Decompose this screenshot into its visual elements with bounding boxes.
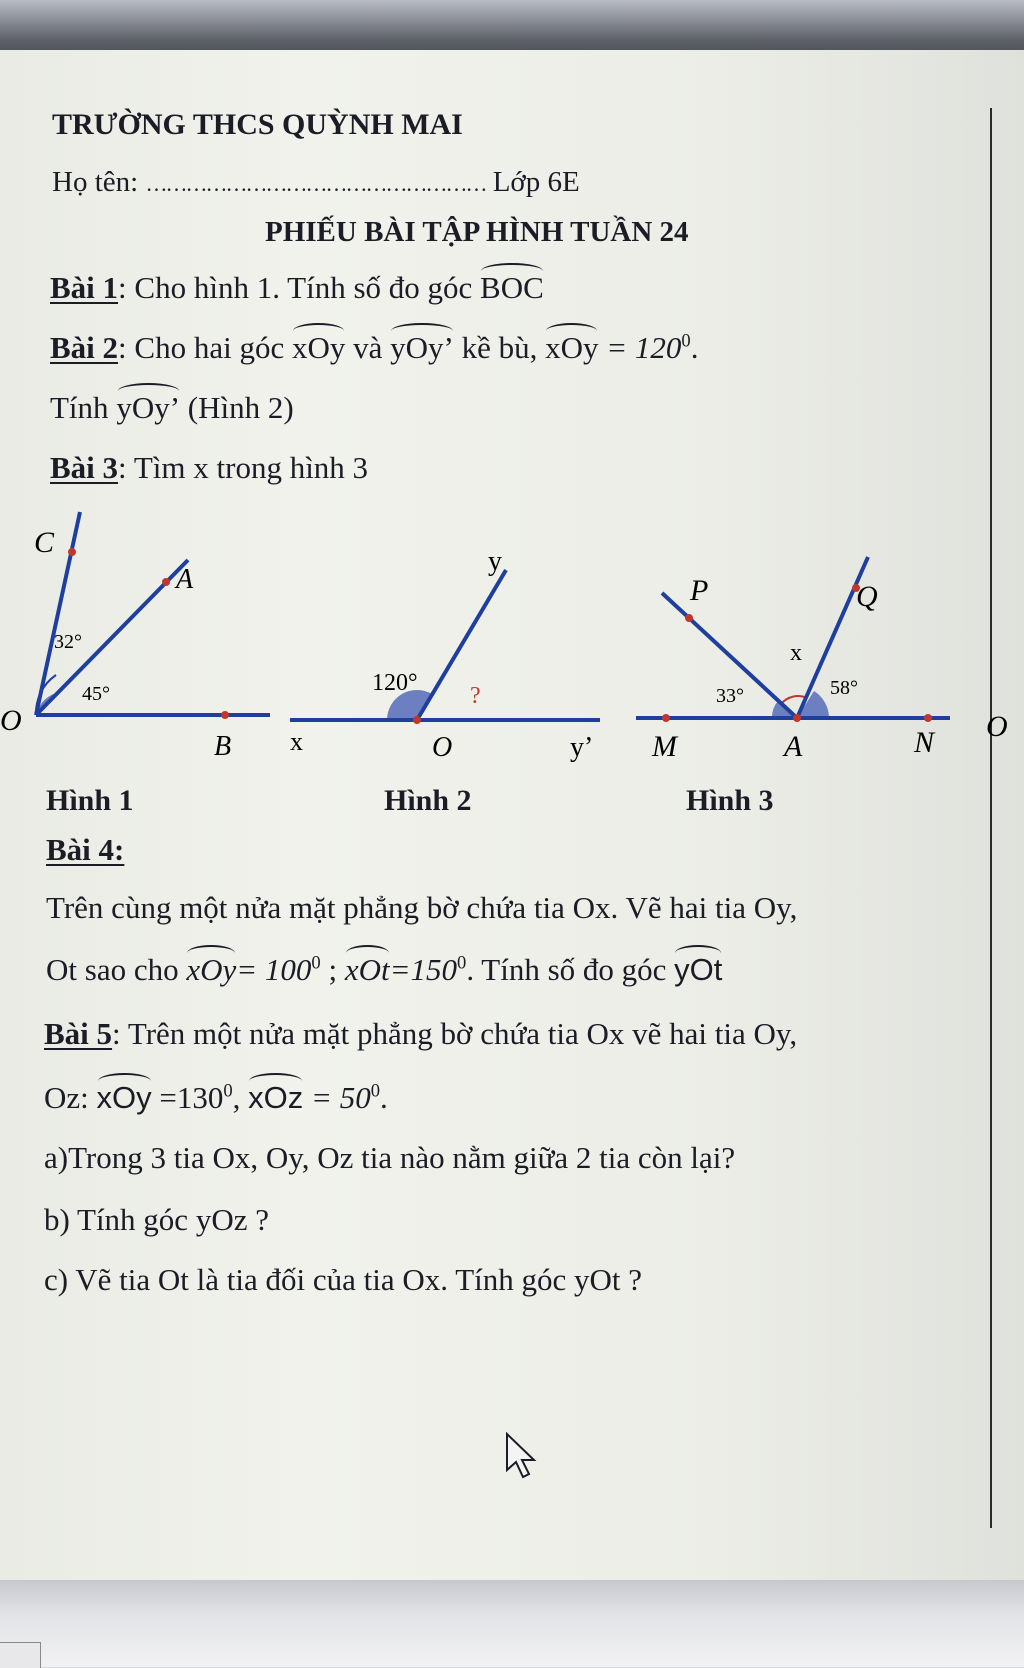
- bai1-label: Bài 1: [50, 270, 119, 305]
- figure-3: [636, 557, 950, 763]
- bai5-label: Bài 5: [44, 1016, 113, 1051]
- taskbar-stub: [0, 1642, 41, 1668]
- fig3-label-N: N: [914, 726, 935, 759]
- name-label: Họ tên:: [52, 166, 139, 198]
- bai2-angle1: xOy: [291, 330, 346, 365]
- bai1-angle: BOC: [480, 270, 544, 305]
- fig3-caption: Hình 3: [686, 784, 774, 817]
- bai1-text: : Cho hình 1. Tính số đo góc: [118, 270, 481, 305]
- fig2-angle-120: 120°: [372, 670, 418, 696]
- bai4-value1: = 100: [236, 952, 312, 987]
- fig2-point-O: [413, 716, 421, 724]
- bai5-sep: ,: [232, 1080, 249, 1115]
- bai2-line2-angle: yOy’: [116, 390, 181, 425]
- bai1-row: [50, 270, 544, 306]
- edge-label-O: O: [986, 710, 1008, 743]
- fig3-label-x: x: [790, 640, 802, 666]
- bai2-value: = 120: [598, 330, 682, 365]
- figures-svg: [0, 500, 1024, 830]
- fig3-label-A: A: [784, 730, 803, 763]
- class-label: Lớp 6E: [492, 166, 580, 198]
- fig1-label-A: A: [176, 564, 194, 595]
- bai4-line2: [46, 952, 722, 988]
- bai4-label: Bài 4:: [46, 832, 125, 867]
- fig2-caption: Hình 2: [384, 784, 472, 817]
- fig3-angle-33: 33°: [716, 685, 744, 707]
- name-row: [52, 166, 580, 199]
- fig1-point-C: [68, 548, 76, 556]
- figure-1: [0, 512, 270, 762]
- bai5-line1: : Trên một nửa mặt phẳng bờ chứa tia Ox vẽ hai tia Oy,: [112, 1016, 798, 1051]
- bai2-end: .: [690, 330, 699, 365]
- figure-2: [290, 546, 600, 763]
- fig1-point-A: [162, 578, 170, 586]
- bai4-line2-post: . Tính số đo góc: [466, 952, 675, 987]
- fig2-label-y: y: [488, 546, 502, 577]
- bai2-line2-pre: Tính: [50, 390, 117, 425]
- bai4-degree1: 0: [311, 952, 321, 974]
- bai5-question-c: c) Vẽ tia Ot là tia đối của tia Ox. Tính góc yOt ?: [44, 1262, 643, 1297]
- monitor-bottom-bezel: [0, 1580, 1024, 1667]
- fig1-label-O: O: [0, 704, 22, 737]
- bai4-line2-pre: Ot sao cho: [46, 952, 187, 987]
- fig1-label-C: C: [34, 526, 55, 559]
- bai4-angle-xOt: xOt: [344, 952, 390, 987]
- name-dots: ……………………………………………: [145, 171, 486, 196]
- bai4-line1: Trên cùng một nửa mặt phẳng bờ chứa tia Ox. Vẽ hai tia Oy,: [46, 890, 798, 925]
- bai5-angle-xOy: xOy: [96, 1080, 152, 1115]
- bai4-angle-yOt: yOt: [674, 952, 723, 987]
- bai2-label: Bài 2: [50, 330, 119, 365]
- bai2-line2-post: (Hình 2): [180, 390, 294, 425]
- bai5-angle-xOz: xOz: [248, 1080, 304, 1115]
- bai2-angle2: yOy’: [390, 330, 454, 365]
- bai3-label: Bài 3: [50, 450, 119, 485]
- bai5-line2: [44, 1080, 388, 1116]
- fig3-point-P: [685, 614, 693, 622]
- fig3-label-M: M: [652, 730, 677, 763]
- school-name: TRƯỜNG THCS QUỲNH MAI: [52, 108, 463, 141]
- bai2-angle3: xOy: [545, 330, 599, 365]
- fig3-angle-58: 58°: [830, 677, 858, 699]
- fig1-point-B: [221, 711, 229, 719]
- fig3-label-P: P: [690, 574, 709, 607]
- bai3-text: : Tìm x trong hình 3: [118, 450, 369, 485]
- bai5-degree2: 0: [370, 1080, 381, 1102]
- bai4-value2: =150: [389, 952, 458, 987]
- bai2-text1: : Cho hai góc: [118, 330, 292, 365]
- fig2-label-y-prime: y’: [570, 732, 594, 763]
- bai4-angle-xOy: xOy: [186, 952, 237, 987]
- fig2-label-x: x: [290, 727, 303, 756]
- bai5-value1: =130: [151, 1080, 224, 1115]
- bai2-row: [50, 330, 698, 366]
- bai3-row: [50, 450, 368, 486]
- bai5-question-a: a)Trong 3 tia Ox, Oy, Oz tia nào nằm giữa 2 tia còn lại?: [44, 1140, 736, 1175]
- fig1-label-B: B: [214, 731, 232, 762]
- bai5-line2-pre: Oz:: [44, 1080, 97, 1115]
- fig2-label-O: O: [432, 732, 453, 763]
- fig1-caption: Hình 1: [46, 784, 134, 817]
- fig3-point-A: [793, 714, 801, 722]
- bai2-text2: và: [345, 330, 391, 365]
- bai5-row: [44, 1016, 797, 1052]
- fig1-angle-45: 45°: [82, 683, 110, 705]
- bai5-degree1: 0: [223, 1080, 233, 1102]
- fig3-point-M: [662, 714, 670, 722]
- mouse-cursor-icon: [503, 1432, 543, 1482]
- fig2-unknown: ?: [470, 683, 481, 709]
- fig3-label-Q: Q: [856, 580, 878, 613]
- bai4-sep: ;: [320, 952, 345, 987]
- bai5-question-b: b) Tính góc yOz ?: [44, 1202, 269, 1237]
- fig3-point-N: [924, 714, 932, 722]
- bai5-value2: = 50: [303, 1080, 371, 1115]
- bai4-degree2: 0: [457, 952, 467, 974]
- bai2-text3: kề bù,: [453, 330, 546, 365]
- bai2-row2: [50, 390, 294, 426]
- fig1-angle-32: 32°: [54, 631, 82, 653]
- bai2-degree: 0: [681, 330, 691, 352]
- fig2-ray-Oy: [417, 570, 506, 720]
- bai5-line2-post: .: [380, 1080, 388, 1115]
- worksheet-title: PHIẾU BÀI TẬP HÌNH TUẦN 24: [265, 216, 689, 248]
